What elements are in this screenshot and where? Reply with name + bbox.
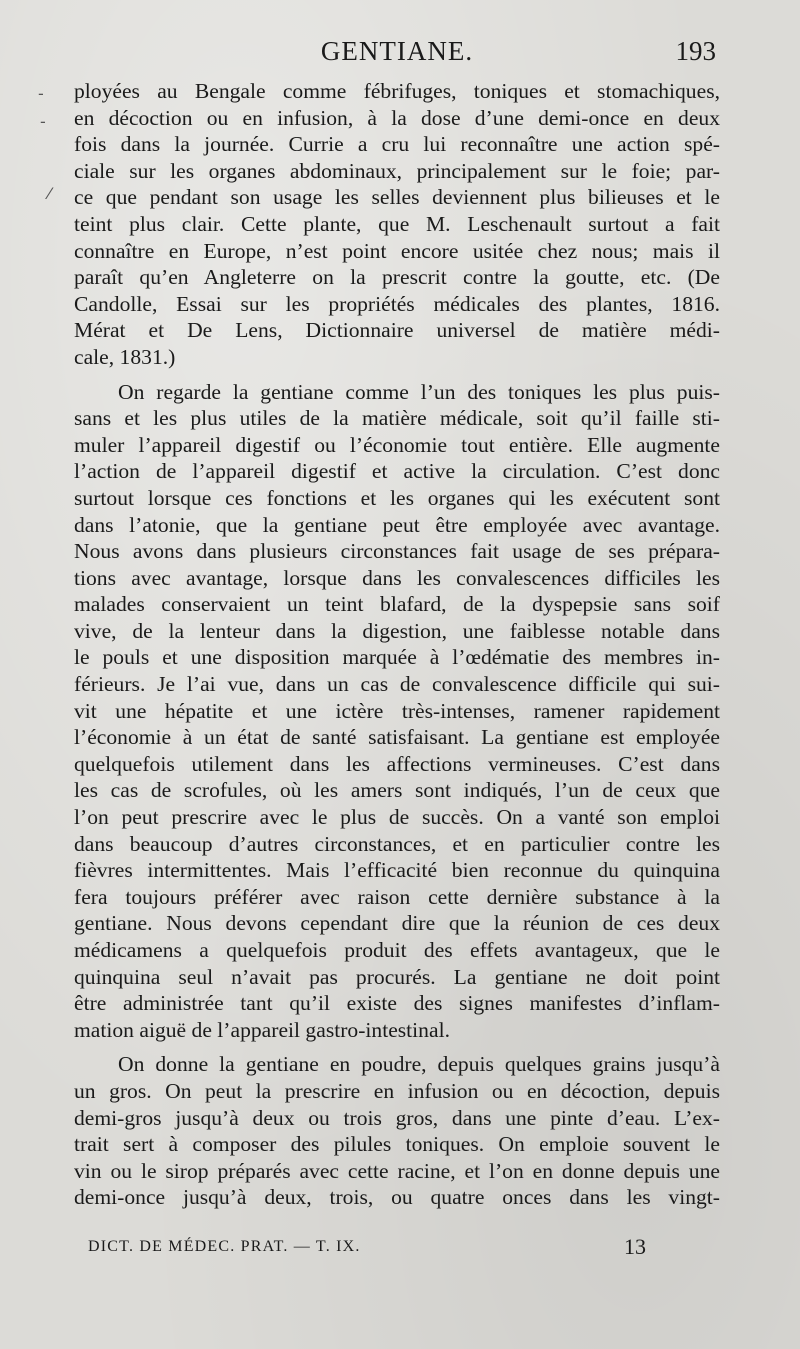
text-line: en décoction ou en infusion, à la dose d’une demi-once en deux	[74, 105, 720, 130]
text-line: vin ou le sirop préparés avec cette racine, et l’on en donne depuis une	[74, 1158, 720, 1183]
text-line: sans et les plus utiles de la matière médicale, soit qu’il faille sti-	[74, 406, 720, 431]
text-line: tions avec avantage, lorsque dans les convalescences difficiles les	[74, 565, 720, 590]
text-line: gentiane. Nous devons cependant dire que la réunion de ces deux	[74, 911, 720, 936]
text-line: paraît qu’en Angleterre on la prescrit contre la goutte, etc. (De	[74, 265, 720, 290]
running-head	[74, 36, 720, 70]
margin-mark: -	[38, 84, 44, 103]
text-line: être administrée tant qu’il existe des signes manifestes d’inflam-	[74, 991, 720, 1016]
text-line: l’action de l’appareil digestif et active la circulation. C’est donc	[74, 459, 720, 484]
text-line: quinquina seul n’avait pas procurés. La gentiane ne doit point	[74, 964, 720, 989]
page-title: GENTIANE.	[320, 36, 474, 66]
text-line: quelquefois utilement dans les affections vermineuses. C’est dans	[74, 751, 720, 776]
text-line: l’économie à un état de santé satisfaisant. La gentiane est employée	[74, 725, 720, 750]
text-line: ployées au Bengale comme fébrifuges, toniques et stomachiques,	[74, 79, 720, 103]
text-line: dans beaucoup d’autres circonstances, et en particulier contre les	[74, 831, 720, 856]
text-line: médicamens a quelquefois produit des effets avantageux, que le	[74, 938, 720, 962]
paragraph-start: On regarde la gentiane comme l’un des toniques les plus puis-	[118, 379, 720, 404]
text-line: muler l’appareil digestif ou l’économie tout entière. Elle augmente	[74, 432, 720, 457]
text-line: Nous avons dans plusieurs circonstances fait usage de ses prépara-	[74, 539, 720, 564]
text-line: l’on peut prescrire avec le plus de succès. On a vanté son emploi	[74, 805, 720, 830]
text-line: dans l’atonie, que la gentiane peut être employée avec avantage.	[74, 512, 720, 537]
text-line: Mérat et De Lens, Dictionnaire universel de matière médi-	[74, 318, 720, 343]
text-line: ciale sur les organes abdominaux, principalement sur le foie; par-	[74, 158, 720, 183]
text-line: surtout lorsque ces fonctions et les organes qui les exécutent sont	[74, 485, 720, 510]
text-line: connaître en Europe, n’est point encore usitée chez nous; mais il	[74, 238, 720, 263]
text-line: demi-gros jusqu’à deux ou trois gros, dans une pinte d’eau. L’ex-	[74, 1105, 720, 1130]
text-line: un gros. On peut la prescrire en infusion ou en décoction, depuis	[74, 1078, 720, 1103]
signature-mark: DICT. DE MÉDEC. PRAT. — T. IX.	[88, 1238, 361, 1255]
text-line: trait sert à composer des pilules toniques. On emploie souvent le	[74, 1132, 720, 1157]
text-line: fièvres intermittentes. Mais l’efficacité bien reconnue du quinquina	[74, 858, 720, 883]
text-line: demi-once jusqu’à deux, trois, ou quatre onces dans les vingt-	[74, 1185, 720, 1210]
text-line: vive, de la lenteur dans la digestion, une faiblesse notable dans	[74, 618, 720, 643]
margin-mark: ⁄	[48, 184, 51, 203]
text-line: fera toujours préférer avec raison cette dernière substance à la	[74, 884, 720, 909]
text-line: ce que pendant son usage les selles deviennent plus bilieuses et le	[74, 185, 720, 210]
text-line: fois dans la journée. Currie a cru lui reconnaître une action spé-	[74, 132, 720, 157]
margin-mark: -	[40, 112, 46, 131]
text-line: vit une hépatite et une ictère très-intenses, ramener rapidement	[74, 698, 720, 723]
page-number: 193	[675, 36, 716, 66]
text-line: les cas de scrofules, où les amers sont indiqués, l’un de ceux que	[74, 778, 720, 803]
text-line: férieurs. Je l’ai vue, dans un cas de convalescence difficile qui sui-	[74, 672, 720, 697]
body-text	[74, 78, 720, 1211]
text-line: Candolle, Essai sur les propriétés médicales des plantes, 1816.	[74, 291, 720, 316]
text-line: cale, 1831.)	[74, 344, 176, 369]
text-line: malades conservaient un teint blafard, de la dyspepsie sans soif	[74, 592, 720, 617]
signature-number: 13	[624, 1234, 646, 1259]
paragraph-start: On donne la gentiane en poudre, depuis quelques grains jusqu’à	[118, 1052, 720, 1077]
page-footer	[88, 1234, 708, 1264]
text-line: le pouls et une disposition marquée à l’œdématie des membres in-	[74, 645, 720, 670]
text-line: teint plus clair. Cette plante, que M. Leschenault surtout a fait	[74, 211, 720, 236]
text-line: mation aiguë de l’appareil gastro-intestinal.	[74, 1017, 450, 1042]
